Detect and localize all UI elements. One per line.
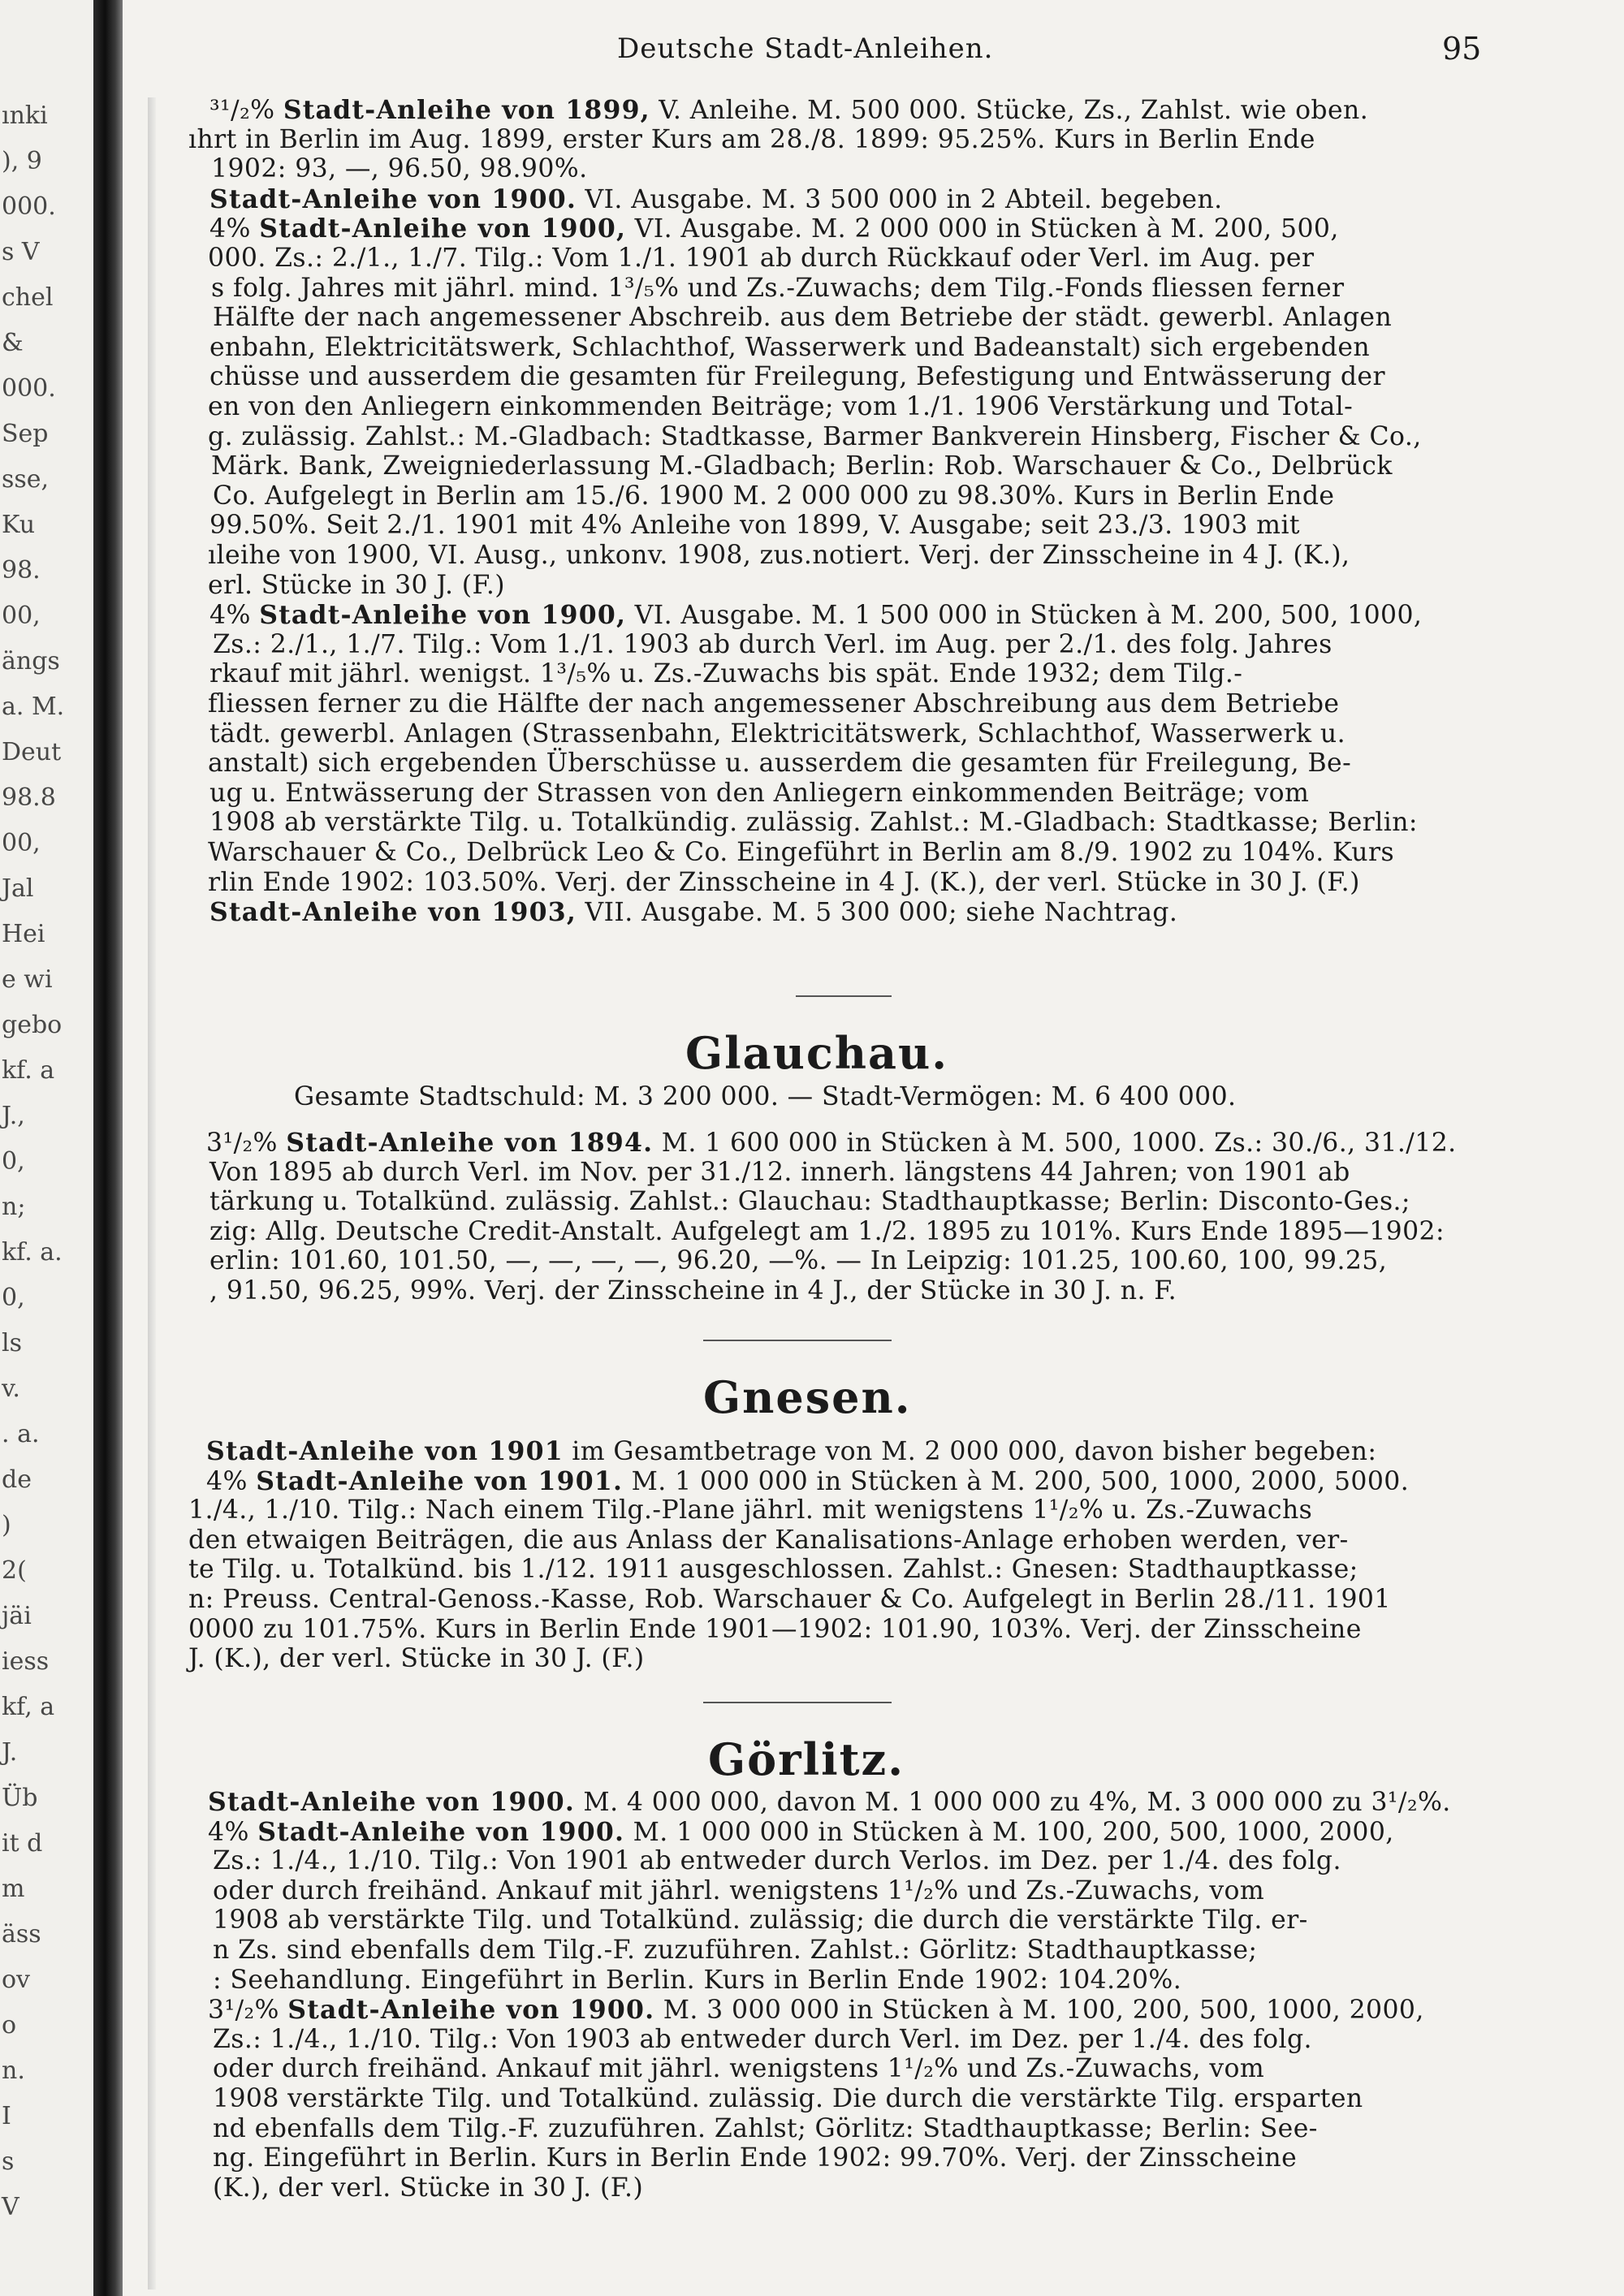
entry-line: 4% Stadt-Anleihe von 1900. M. 1 000 000 in Stücken à M. 100, 200, 500, 1000, 2000, [208,1817,1394,1847]
entry-line: oder durch freihänd. Ankauf mit jährl. wenigstens 1¹/₂% und Zs.-Zuwachs, vom [213,1876,1265,1905]
bleed-fragment: s V [2,238,40,266]
section-heading-glauchau: Glauchau. [685,1027,949,1079]
bleed-fragment: e wi [2,965,53,994]
entry-line: , 91.50, 96.25, 99%. Verj. der Zinsscheine in 4 J., der Stücke in 30 J. n. F. [209,1276,1177,1306]
entry-line: g. zulässig. Zahlst.: M.-Gladbach: Stadtkasse, Barmer Bankverein Hinsberg, Fischer & Co., [208,422,1422,451]
entry-line: Stadt-Anleihe von 1901 im Gesamtbetrage von M. 2 000 000, davon bisher begeben: [206,1436,1377,1466]
entry-line: anstalt) sich ergebenden Überschüsse u. ausserdem die gesamten für Freilegung, Be- [208,749,1352,778]
entry-line: ıhrt in Berlin im Aug. 1899, erster Kurs am 28./8. 1899: 95.25%. Kurs in Berlin Ende [188,125,1315,154]
entry-line: ng. Eingeführt in Berlin. Kurs in Berlin Ende 1902: 99.70%. Verj. der Zinsscheine [213,2143,1298,2173]
bleed-fragment: n. [2,2056,25,2085]
entry-line: rlin Ende 1902: 103.50%. Verj. der Zinsscheine in 4 J. (K.), der verl. Stücke in 30 J. (F.) [208,868,1360,897]
bleed-fragment: ängs [2,647,60,675]
entry-line: den etwaigen Beiträgen, die aus Anlass der Kanalisations-Anlage erhoben werden, ver- [188,1526,1349,1555]
entry-line: 000. Zs.: 2./1., 1./7. Tilg.: Vom 1./1. 1901 ab durch Rückkauf oder Verl. im Aug. per [208,244,1315,273]
bleed-fragment: m [2,1875,25,1903]
bleed-fragment: Deut [2,738,62,766]
bleed-fragment: 00, [2,602,41,630]
entry-line: 3¹/₂% Stadt-Anleihe von 1900. M. 3 000 000 in Stücken à M. 100, 200, 500, 1000, 2000, [208,1995,1424,2025]
entry-line: Märk. Bank, Zweigniederlassung M.-Gladbach; Berlin: Rob. Warschauer & Co., Delbrück [211,451,1393,481]
bleed-fragment: s [2,2147,15,2176]
bleed-fragment: n; [2,1193,26,1221]
page-number: 95 [1442,31,1482,67]
entry-line: nd ebenfalls dem Tilg.-F. zuzuführen. Zahlst; Görlitz: Stadthauptkasse; Berlin: See- [213,2114,1318,2143]
bleed-fragment: Hei [2,920,45,948]
entry-line: en von den Anliegern einkommenden Beiträge; vom 1./1. 1906 Verstärkung und Total- [208,392,1354,421]
bleed-fragment: ) [2,1511,11,1539]
bleed-fragment: 2( [2,1556,27,1585]
entry-line: fliessen ferner zu die Hälfte der nach angemessener Abschreibung aus dem Betriebe [208,689,1340,719]
entry-line: Hälfte der nach angemessener Abschreib. aus dem Betriebe der städt. gewerbl. Anlagen [213,303,1393,332]
bleed-fragment: o [2,2011,17,2039]
bleed-fragment: iess [2,1647,50,1676]
entry-line: 1908 ab verstärkte Tilg. und Totalkünd. zulässig; die durch die verstärkte Tilg. er- [213,1905,1308,1935]
entry-line: chüsse und ausserdem die gesamten für Freilegung, Befestigung und Entwässerung der [209,362,1385,391]
entry-line: : Seehandlung. Eingeführt in Berlin. Kurs in Berlin Ende 1902: 104.20%. [213,1966,1182,1995]
section-subtitle: Gesamte Stadtschuld: M. 3 200 000. — Stadt-Vermögen: M. 6 400 000. [294,1082,1237,1111]
bleed-fragment: Jal [2,874,34,903]
entry-line: rkauf mit jährl. wenigst. 1³/₅% u. Zs.-Zuwachs bis spät. Ende 1932; dem Tilg.- [209,659,1243,688]
entry-line: 3¹/₂% Stadt-Anleihe von 1894. M. 1 600 000 in Stücken à M. 500, 1000. Zs.: 30./6., 31./12. [206,1128,1457,1158]
entry-line: zig: Allg. Deutsche Credit-Anstalt. Aufgelegt am 1./2. 1895 zu 101%. Kurs Ende 1895—1902: [209,1217,1445,1246]
page-gutter-shadow [93,0,123,2296]
section-heading-gnesen: Gnesen. [703,1371,912,1423]
entry-line: J. (K.), der verl. Stücke in 30 J. (F.) [188,1644,645,1673]
entry-line: erl. Stücke in 30 J. (F.) [208,571,505,600]
bleed-fragment: 00, [2,829,41,857]
bleed-fragment: 0, [2,1284,25,1312]
entry-line: tädt. gewerbl. Anlagen (Strassenbahn, Elektricitätswerk, Schlachthof, Wasserwerk u. [209,719,1346,749]
bleed-fragment: 000. [2,374,56,403]
entry-line: erlin: 101.60, 101.50, —, —, —, —, 96.20, —%. — In Leipzig: 101.25, 100.60, 100, 99.25, [209,1246,1388,1275]
section-divider [796,995,892,997]
bleed-fragment: 000. [2,192,56,221]
bleed-fragment: ov [2,1966,31,1994]
entry-line: Warschauer & Co., Delbrück Leo & Co. Eingeführt in Berlin am 8./9. 1902 zu 104%. Kurs [208,838,1395,867]
bleed-fragment: . a. [2,1420,40,1448]
entry-line: 4% Stadt-Anleihe von 1901. M. 1 000 000 in Stücken à M. 200, 500, 1000, 2000, 5000. [206,1466,1410,1496]
entry-line: Stadt-Anleihe von 1900. M. 4 000 000, davon M. 1 000 000 zu 4%, M. 3 000 000 zu 3¹/₂%. [208,1787,1451,1817]
entry-line: te Tilg. u. Totalkünd. bis 1./12. 1911 ausgeschlossen. Zahlst.: Gnesen: Stadthauptkasse; [188,1555,1358,1584]
bleed-fragment: it d [2,1829,43,1858]
bleed-fragment: kf, a [2,1693,55,1721]
entry-line: 1902: 93, —, 96.50, 98.90%. [211,154,588,183]
bleed-fragment: gebo [2,1011,63,1039]
bleed-fragment: ), 9 [2,147,42,175]
entry-line: n Zs. sind ebenfalls dem Tilg.-F. zuzuführen. Zahlst.: Görlitz: Stadthauptkasse; [213,1936,1258,1965]
entry-line: 1908 verstärkte Tilg. und Totalkünd. zulässig. Die durch die verstärkte Tilg. ersparten [213,2084,1363,2113]
bleed-fragment: ls [2,1329,22,1357]
entry-line: 1./4., 1./10. Tilg.: Nach einem Tilg.-Plane jährl. mit wenigstens 1¹/₂% u. Zs.-Zuwachs [188,1495,1313,1525]
bleed-fragment: 0, [2,1147,25,1176]
bleed-fragment: V [2,2193,19,2221]
section-divider [703,1702,892,1703]
entry-line: Zs.: 2./1., 1./7. Tilg.: Vom 1./1. 1903 ab durch Verl. im Aug. per 2./1. des folg. Jahres [213,630,1332,659]
entry-line: tärkung u. Totalkünd. zulässig. Zahlst.: Glauchau: Stadthauptkasse; Berlin: Disconto-Ges.; [209,1187,1410,1216]
bleed-fragment: äss [2,1920,41,1949]
bleed-fragment: & [2,329,24,357]
bleed-fragment: Ku [2,511,36,539]
entry-line: 1908 ab verstärkte Tilg. u. Totalkündig. zulässig. Zahlst.: M.-Gladbach: Stadtkasse; Berlin: [209,808,1418,837]
bleed-fragment: ınki [2,101,48,130]
bleed-fragment: jäi [2,1602,32,1630]
bleed-fragment: de [2,1465,32,1494]
bleed-fragment: 98.8 [2,783,56,812]
bleed-fragment: chel [2,283,54,312]
bleed-fragment: sse, [2,465,50,494]
entry-line: Stadt-Anleihe von 1903, VII. Ausgabe. M. 5 300 000; siehe Nachtrag. [209,897,1178,927]
entry-line: s folg. Jahres mit jährl. mind. 1³/₅% und Zs.-Zuwachs; dem Tilg.-Fonds fliessen ferner [211,274,1345,303]
entry-line: ³¹/₂% Stadt-Anleihe von 1899, V. Anleihe. M. 500 000. Stücke, Zs., Zahlst. wie oben. [209,95,1369,125]
section-heading-goerlitz: Görlitz. [708,1733,905,1785]
entry-line: oder durch freihänd. Ankauf mit jährl. wenigstens 1¹/₂% und Zs.-Zuwachs, vom [213,2054,1265,2083]
entry-line: (K.), der verl. Stücke in 30 J. (F.) [213,2173,644,2203]
entry-line: Zs.: 1./4., 1./10. Tilg.: Von 1903 ab entweder durch Verl. im Dez. per 1./4. des folg. [213,2025,1312,2054]
entry-line: Stadt-Anleihe von 1900. VI. Ausgabe. M. 3 500 000 in 2 Abteil. begeben. [209,184,1223,214]
bleed-fragment: Üb [2,1784,38,1812]
bleed-fragment: I [2,2102,11,2130]
entry-line: 99.50%. Seit 2./1. 1901 mit 4% Anleihe von 1899, V. Ausgabe; seit 23./3. 1903 mit [209,511,1300,540]
bleed-fragment: kf. a. [2,1238,63,1267]
bleed-fragment: 98. [2,556,41,585]
entry-line: Zs.: 1./4., 1./10. Tilg.: Von 1901 ab entweder durch Verlos. im Dez. per 1./4. des folg. [213,1846,1341,1875]
entry-line: Von 1895 ab durch Verl. im Nov. per 31./12. innerh. längstens 44 Jahren; von 1901 ab [209,1158,1350,1187]
page-fold-highlight [148,97,156,2290]
entry-line: ug u. Entwässerung der Strassen von den Anliegern einkommenden Beiträge; vom [209,779,1310,808]
entry-line: Co. Aufgelegt in Berlin am 15./6. 1900 M. 2 000 000 zu 98.30%. Kurs in Berlin Ende [213,481,1335,511]
entry-line: enbahn, Elektricitätswerk, Schlachthof, Wasserwerk und Badeanstalt) sich ergebenden [209,333,1371,362]
entry-line: 0000 zu 101.75%. Kurs in Berlin Ende 1901—1902: 101.90, 103%. Verj. der Zinsscheine [188,1615,1362,1644]
running-header-title: Deutsche Stadt-Anleihen. [617,32,994,65]
entry-line: 4% Stadt-Anleihe von 1900, VI. Ausgabe. M. 1 500 000 in Stücken à M. 200, 500, 1000, [209,600,1423,630]
entry-line: 4% Stadt-Anleihe von 1900, VI. Ausgabe. M. 2 000 000 in Stücken à M. 200, 500, [209,214,1339,244]
bleed-fragment: Sep [2,420,49,448]
bleed-fragment: a. M. [2,693,65,721]
entry-line: n: Preuss. Central-Genoss.-Kasse, Rob. Warschauer & Co. Aufgelegt in Berlin 28./11. 1901 [188,1585,1391,1614]
entry-line: ıleihe von 1900, VI. Ausg., unkonv. 1908, zus.notiert. Verj. der Zinsscheine in 4 J. (K.), [208,541,1350,570]
bleed-fragment: J. [2,1738,18,1767]
section-divider [703,1340,892,1341]
bleed-fragment: kf. a [2,1056,55,1085]
bleed-fragment: J., [2,1102,25,1130]
bleed-fragment: v. [2,1375,20,1403]
adjacent-page-bleed [0,0,106,2296]
